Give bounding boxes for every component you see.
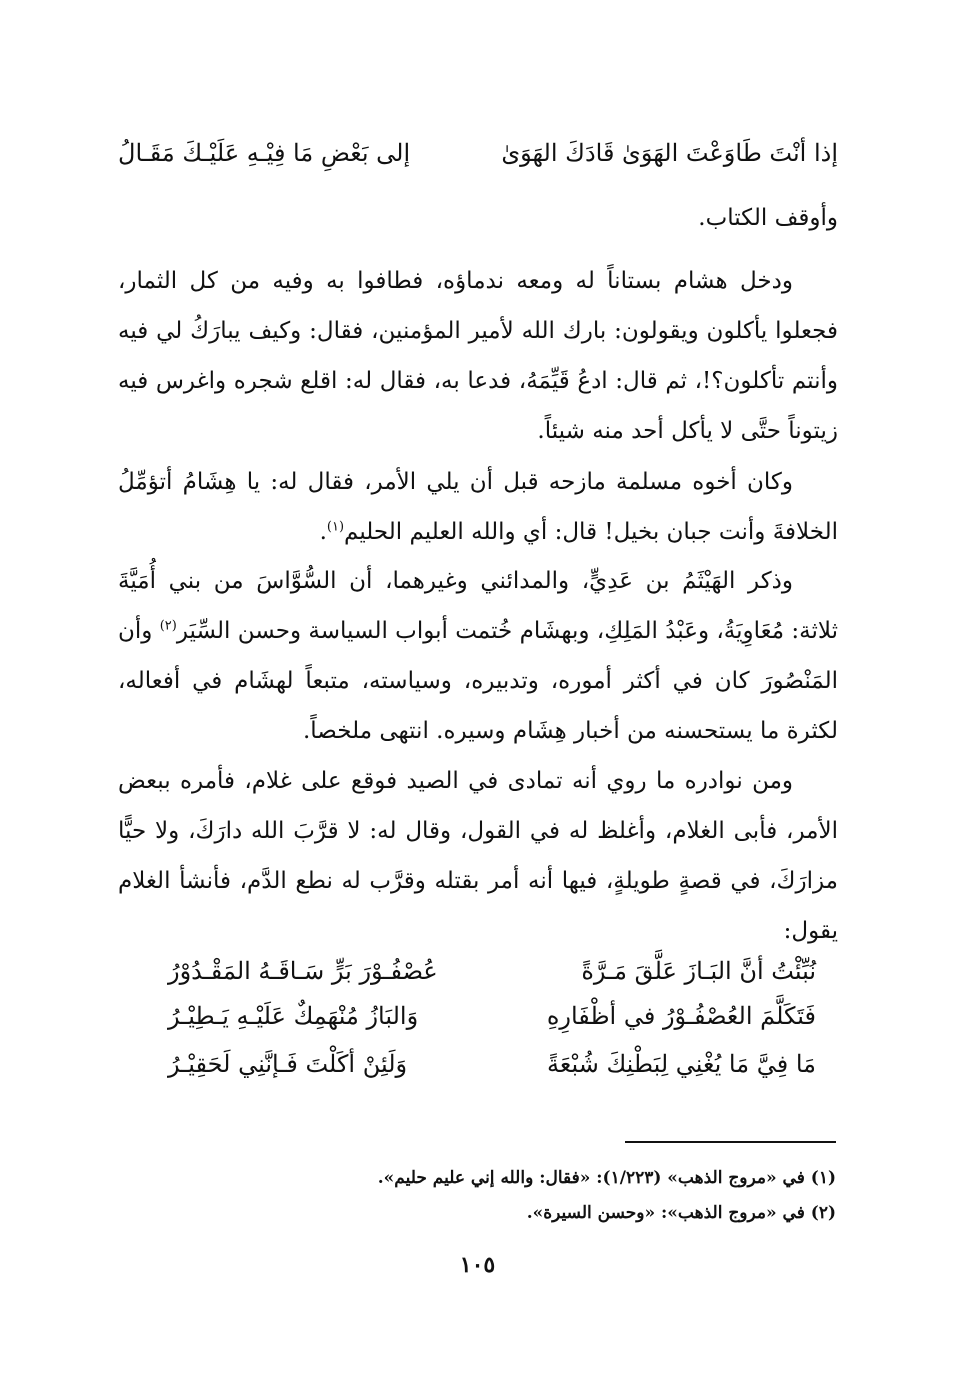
paragraph-maslama-end: .	[319, 519, 327, 545]
footnote-1: (١) في «مروج الذهب» (١/٢٢٣): «فقال: والله إني عليم حليم».	[377, 1168, 836, 1188]
paragraph-haytham-text-a: وذكر الهَيْثَمُ بن عَدِيٍّ، والمدائني وغيرهما، أن السُّوَّاسَ من بني أُمَيَّةَ ثلاثة: مُعَاوِيَةُ، وعَبْدُ المَلِكِ، وبهشَام خُتمت أبواب السياسة وحسن السِّيَر	[118, 568, 838, 644]
poem-line-1-second-hemistich: عُصْفُـوْرَ بَرٍّ سَـاقَـهُ المَقْـدُوْرُ	[168, 957, 438, 985]
footnote-2: (٢) في «مروج الذهب»: «وحسن السيرة».	[526, 1203, 836, 1223]
paragraph-haytham-text-b: وأن المَنْصُورَ كان في أكثر أموره، وتدبيره، وسياسته، متبعاً لهشَام في أفعاله، لكثرة ما يستحسنه من أخبار هِشَام وسيره. انتهى ملخصاً.	[118, 618, 838, 744]
paragraph-haytham	[118, 556, 838, 756]
intro-verse	[118, 128, 838, 178]
page-number: ١٠٥	[459, 1252, 496, 1278]
poem-line-3-first-hemistich: مَا فِيَّ مَا يُغْنِي لِبَطْنِكَ شُبْعَةً	[547, 1050, 816, 1078]
footnote-ref-1: (١)	[326, 519, 345, 535]
poem-line-3-second-hemistich: وَلَئِنْ أكَلْتَ فَـإنَّنِي لَحَقِيْـرُ	[168, 1050, 408, 1078]
paragraph-closing-book: وأوقف الكتاب.	[698, 205, 838, 231]
intro-verse-first-hemistich: إذا أنْتَ طَاوَعْتَ الهَوَىٰ قَادَكَ الهَوَىٰ	[501, 139, 838, 167]
poem-line-1	[118, 950, 838, 992]
poem-line-1-first-hemistich: نُبِّئْتُ أنَّ البَـازَ عَلَّقَ مَـرَّةً	[581, 957, 816, 985]
footnote-divider	[625, 1141, 836, 1143]
poem-line-2	[118, 995, 838, 1037]
paragraph-maslama-text: وكان أخوه مسلمة مازحه قبل أن يلي الأمر، فقال له: يا هِشَامُ أتؤمِّلُ الخلافةَ وأنت جبان بخيل! قال: أي والله العليم الحليم	[118, 469, 838, 545]
paragraph-maslama	[118, 457, 838, 557]
poem-line-2-second-hemistich: وَالبَازُ مُنْهَمِكٌ عَلَيْـهِ يَـطِيْـرُ	[168, 1002, 419, 1030]
poem-line-2-first-hemistich: فَتَكَلَّمَ العُصْفُـوْرُ في أظْفَارِهِ	[546, 1002, 816, 1030]
paragraph-hunting-story: ومن نوادره ما روي أنه تمادى في الصيد فوقع على غلام، فأمره ببعض الأمر، فأبى الغلام، وأغلظ له في القول، وقال له: لا قرَّبَ الله دارَكَ، ولا حيًّا مزارَكَ، في قصةٍ طويلةٍ، فيها أنه أمر بقتله وقرَّب له نطع الدَّم، فأنشأ الغلام يقول:	[118, 768, 838, 944]
poem-line-3	[118, 1043, 838, 1085]
footnote-ref-2: (٢)	[159, 618, 177, 634]
intro-verse-second-hemistich: إلى بَعْضِ مَا فِيْـهِ عَلَيْـكَ مَقَـالُ	[118, 139, 411, 167]
paragraph-garden: ودخل هشام بستاناً له ومعه ندماؤه، فطافوا به وفيه من كل الثمار، فجعلوا يأكلون ويقولون: بارك الله لأمير المؤمنين، فقال: وكيف يبارَكُ لي فيه وأنتم تأكلون؟!، ثم قال: ادعُ قَيِّمَهُ، فدعا به، فقال له: اقلع شجره واغرس فيه زيتوناً حتَّى لا يأكل أحد منه شيئاً.	[118, 268, 838, 444]
